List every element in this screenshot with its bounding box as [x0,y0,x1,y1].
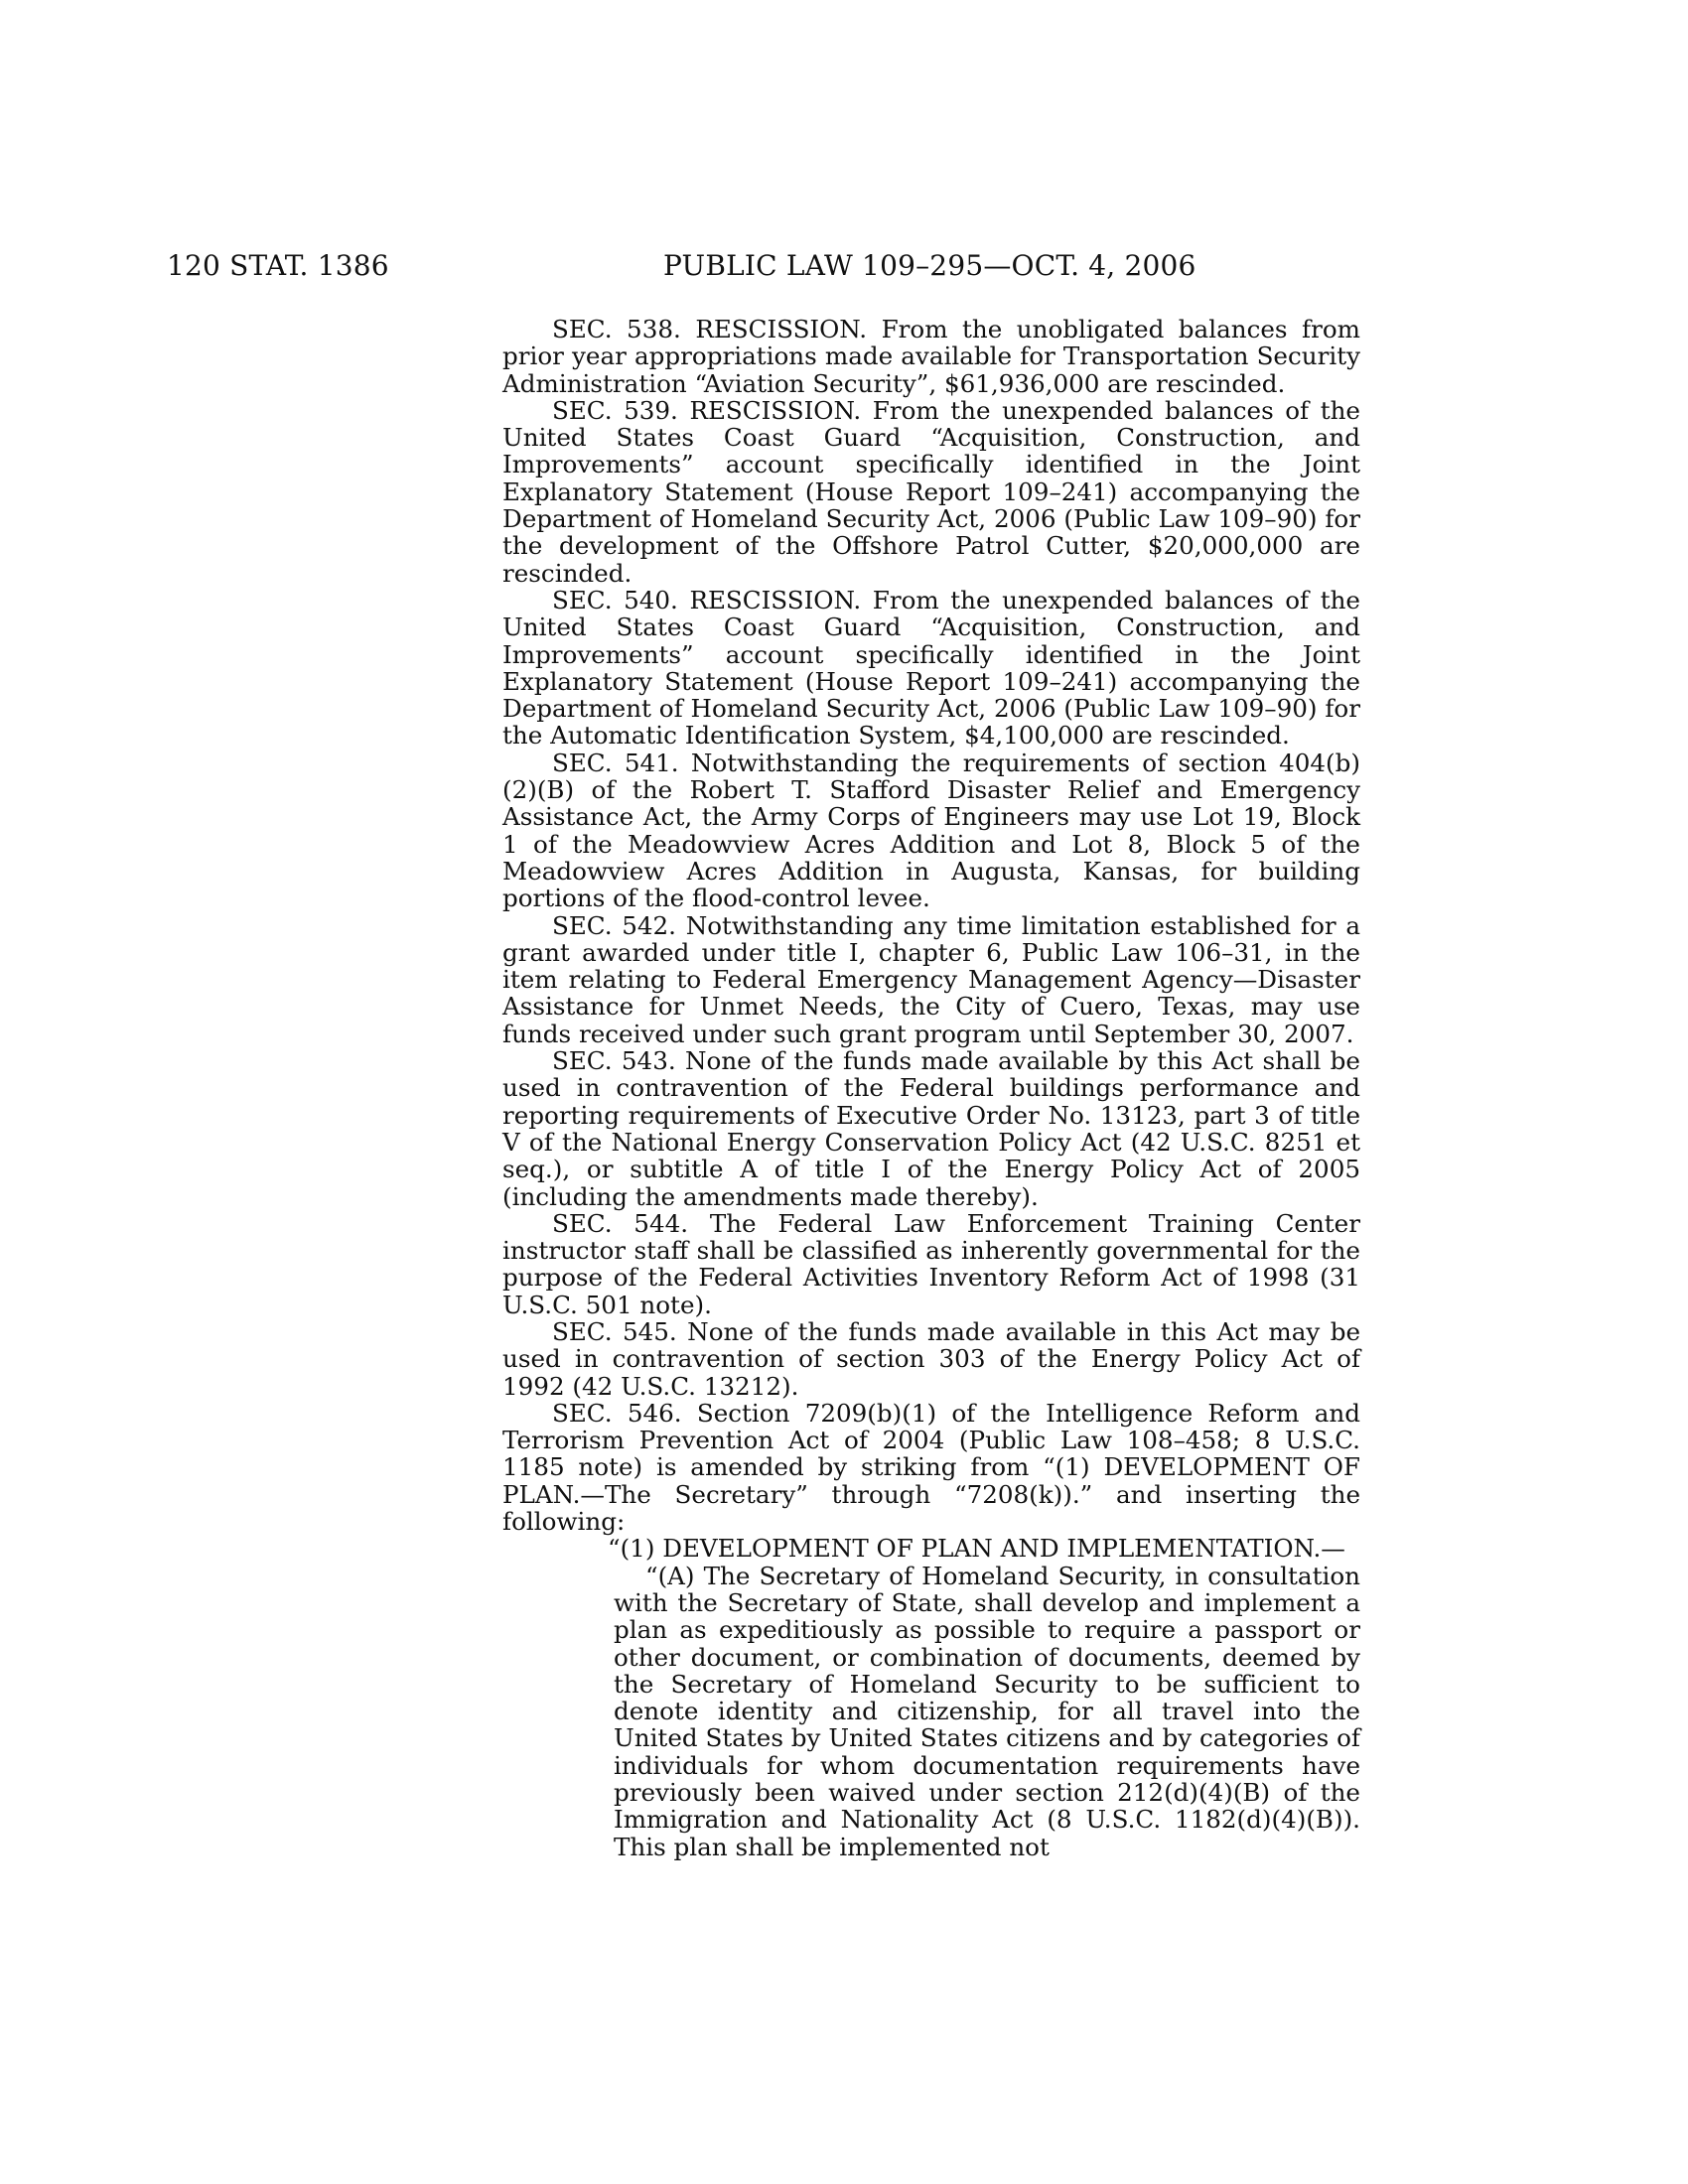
section-544 [502,1210,1360,1318]
section-text: Notwithstanding the requirements of section 404(b)(2)(B) of the Robert T. Stafford Disaster Relief and Emergency Assistance Act, the Army Corps of Engineers may use Lot 19, Block 1 of the Meadowview Acres Addition and Lot 8, Block 5 of the Meadowview Acres Addition in Augusta, Kansas, for building portions of the flood-control levee. [502,748,1360,913]
section-number: SEC. 546. [552,1398,682,1428]
section-number: SEC. 538. [552,315,681,343]
struck-heading: DEVELOPMENT OF PLAN. [502,1452,1360,1509]
section-heading: RESCISSION. [689,395,862,425]
section-text: None of the funds made available by this Act shall be used in contravention of the Federal buildings performance and reporting requirements of Executive Order No. 13123, part 3 of title V of the National Energy Conservation Policy Act (42 U.S.C. 8251 et seq.), or subtitle A of title I of the Energy Policy Act of 2005 (including the amendments made thereby). [502,1046,1360,1211]
section-number: SEC. 539. [552,395,678,425]
section-text: From the unexpended balances of the United States Coast Guard “Acquisition, Construction, and Improvements” account specifically identified in the Joint Explanatory Statement (House Report 109–241) accompanying the Department of Homeland Security Act, 2006 (Public Law 109–90) for the Automatic Identification System, $4,100,000 are rescinded. [502,585,1360,751]
inserted-heading-text: DEVELOPMENT OF PLAN AND IMPLEMENTATION. [662,1534,1322,1564]
inserted-paragraph-heading [608,1535,1360,1562]
section-text: None of the funds made available in this Act may be used in contravention of section 303 of the Energy Policy Act of 1992 (42 U.S.C. 13212). [502,1316,1360,1401]
inserted-paragraph-number: “(1) [608,1534,655,1564]
inserted-heading-dash: — [1321,1534,1345,1564]
section-number: SEC. 541. [552,748,679,777]
section-heading: RESCISSION. [695,315,868,343]
section-542 [502,912,1360,1047]
section-text: Section 7209(b)(1) of the Intelligence Reform and Terrorism Prevention Act of 2004 (Public Law 108–458; 8 U.S.C. 1185 note) is amended by striking from “(1) [502,1398,1360,1482]
section-number: SEC. 544. [552,1208,689,1238]
section-heading: RESCISSION. [689,585,862,614]
section-number: SEC. 545. [552,1316,677,1346]
section-539 [502,397,1360,587]
section-number: SEC. 542. [552,910,676,940]
page-header [167,246,1279,286]
running-title: PUBLIC LAW 109–295—OCT. 4, 2006 [663,249,1196,282]
section-538 [502,316,1360,397]
section-546 [502,1400,1360,1535]
page-reference: 120 STAT. 1386 [167,249,389,282]
section-text-continued: —The Secretary” through “7208(k)).” and inserting the following: [502,1479,1360,1537]
section-number: SEC. 540. [552,585,678,614]
inserted-subparagraph-a: “(A) The Secretary of Homeland Security, in consultation with the Secretary of State, shall develop and implement a plan as expeditiously as possible to require a passport or other document, or combination of documents, deemed by the Secretary of Homeland Security to be sufficient to denote identity and citizenship, for all travel into the United States by United States citizens and by categories of individuals for whom documentation requirements have previously been waived under section 212(d)(4)(B) of the Immigration and Nationality Act (8 U.S.C. 1182(d)(4)(B)). This plan shall be implemented not [614,1561,1360,1861]
section-545 [502,1318,1360,1400]
page-body [502,316,1360,1860]
section-540 [502,587,1360,750]
section-541 [502,750,1360,912]
section-543 [502,1047,1360,1210]
section-text: Notwithstanding any time limitation established for a grant awarded under title I, chapter 6, Public Law 106–31, in the item relating to Federal Emergency Management Agency—Disaster Assistance for Unmet Needs, the City of Cuero, Texas, may use funds received under such grant program until September 30, 2007. [502,910,1360,1048]
section-number: SEC. 543. [552,1046,676,1076]
section-text: From the unobligated balances from prior year appropriations made available for Transportation Security Administration “Aviation Security”, $61,936,000 are rescinded. [502,315,1361,398]
section-text: From the unexpended balances of the United States Coast Guard “Acquisition, Construction, and Improvements” account specifically identified in the Joint Explanatory Statement (House Report 109–241) accompanying the Department of Homeland Security Act, 2006 (Public Law 109–90) for the development of the Offshore Patrol Cutter, $20,000,000 are rescinded. [502,395,1360,588]
section-text: The Federal Law Enforcement Training Center instructor staff shall be classified as inherently governmental for the purpose of the Federal Activities Inventory Reform Act of 1998 (31 U.S.C. 501 note). [502,1208,1360,1319]
